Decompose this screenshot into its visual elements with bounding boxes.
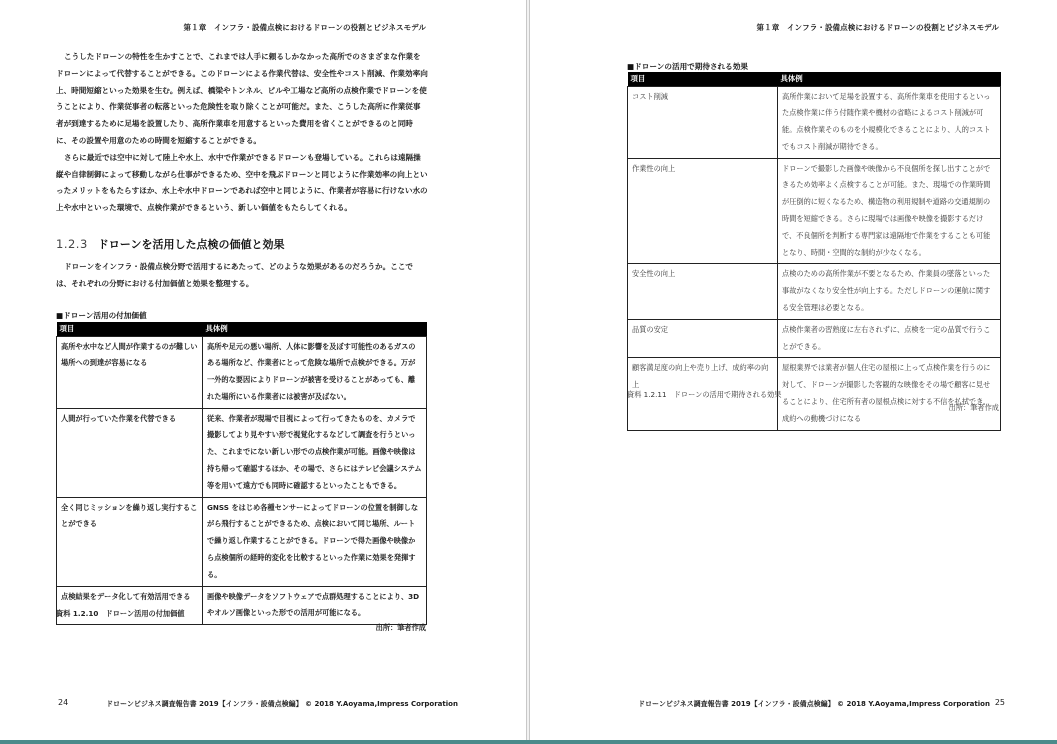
table-cell-item: 安全性の向上 [628, 264, 778, 319]
left-page [0, 0, 527, 744]
table-title: ■ドローン活用の付加価値 [56, 311, 147, 320]
body-paragraphs [56, 49, 428, 217]
page-number: 25 [994, 698, 1005, 707]
column-header: 項目 [628, 72, 778, 86]
table-row [57, 408, 427, 497]
table-cell-example: 画像や映像データをソフトウェアで点群処理することにより、3D やオルソ画像といった形での活用が可能になる。 [203, 586, 427, 625]
table-row [57, 497, 427, 586]
table-cell-example: 従来、作業者が現場で目視によって行ってきたものを、カメラで撮影してより見やすい形で視覚化するなどして調査を行うといった、これまでにない新しい形での点検作業が可能。画像や映像は持ち帰って確認するほか、その場で、さらにはテレビ会議システム等を用いて遠方でも同時に確認するといったこともできる。 [203, 408, 427, 497]
table-cell-example: GNSS をはじめ各種センサーによってドローンの位置を制御しながら飛行することができるため、点検において同じ場所、ルートで繰り返し作業することができる。ドローンで得た画像や映像から点検個所の経時的変化を比較するといった作業に効果を発揮する。 [203, 497, 427, 586]
section-number: 1.2.3 [56, 237, 88, 251]
value-added-table [56, 322, 427, 625]
table-cell-item: 点検結果をデータ化して有効活用できる [57, 586, 203, 625]
table-cell-example: 高所作業において足場を設置する、高所作業車を使用するといった点検作業に伴う付随作業や機材の省略によるコスト削減が可能。点検作業そのものを小規模化できることにより、人的コストでもコスト削減が期待できる。 [778, 86, 1001, 158]
table-row [57, 336, 427, 408]
table-cell-item: 顧客満足度の向上や売り上げ、成約率の向上 [628, 358, 778, 430]
right-page [529, 0, 1057, 744]
page-footer: ドローンビジネス調査報告書 2019【インフラ・設備点検編】 © 2018 Y.Aoyama,Impress Corporation [106, 700, 458, 708]
table-cell-example: 点検のための高所作業が不要となるため、作業員の墜落といった事故がなくなり安全性が向上する。ただしドローンの運航に関する安全管理は必要となる。 [778, 264, 1001, 319]
table-row [628, 158, 1001, 264]
running-header: 第１章 インフラ・設備点検におけるドローンの役割とビジネスモデル [183, 23, 426, 32]
table-cell-item: コスト削減 [628, 86, 778, 158]
table-row [628, 264, 1001, 319]
table-row [628, 319, 1001, 358]
table-cell-example: 屋根業界では業者が個人住宅の屋根に上って点検作業を行うのに対して、ドローンが撮影した客観的な映像をその場で顧客に見せることにより、住宅所有者の屋根点検に対する不信を払拭でき、成約への動機づけになる [778, 358, 1001, 430]
running-header: 第１章 インフラ・設備点検におけるドローンの役割とビジネスモデル [756, 23, 999, 32]
table-cell-item: 品質の安定 [628, 319, 778, 358]
page-number: 24 [58, 698, 69, 707]
table-cell-item: 人間が行っていた作業を代替できる [57, 408, 203, 497]
table-cell-item: 作業性の向上 [628, 158, 778, 264]
column-header: 具体例 [203, 322, 427, 336]
paragraph: さらに最近では空中に対して陸上や水上、水中で作業ができるドローンも登場している。これらは遠隔操縦や自律制御によって移動しながら仕事ができるため、空中を飛ぶドローンと同じように作業効率の向上といったメリットをもたらすほか、水上や水中ドローンであれば空中と同じように、作業者が容易に行けない水の上や水中といった環境で、点検作業ができるという、新しい価値をもたらしてくれる。 [56, 152, 428, 213]
window-bottom-bar [0, 740, 1057, 744]
table-cell-item: 高所や水中など人間が作業するのが難しい場所への到達が容易になる [57, 336, 203, 408]
table-caption: 資料 1.2.11 ドローンの活用で期待される効果 [627, 390, 782, 399]
page-footer: ドローンビジネス調査報告書 2019【インフラ・設備点検編】 © 2018 Y.Aoyama,Impress Corporation [638, 700, 990, 708]
table-cell-example: 高所や足元の悪い場所、人体に影響を及ぼす可能性のあるガスのある場所など、作業者にとって危険な場所で点検ができる。万が一外的な要因によりドローンが被害を受けることがあっても、離れた場所にいる作業者には被害が及ばない。 [203, 336, 427, 408]
paragraph: こうしたドローンの特性を生かすことで、これまでは人手に頼るしかなかった高所でのさまざまな作業をドローンによって代替することができる。このドローンによる作業代替は、安全性やコスト削減、作業効率向上、時間短縮といった効果を生む。例えば、橋梁やトンネル、ビルや工場など高所の点検作業でドローンを使うことにより、作業従事者の転落といった危険性を取り除くことが可能だ。また、こうした高所に作業従事者が到達するために足場を設置したり、高所作業車を用意するといった費用を省くことができるのと同時に、その設置や用意のための時間を短縮することができる。 [56, 52, 428, 145]
table-caption: 資料 1.2.10 ドローン活用の付加価値 [56, 609, 185, 618]
source-note: 出所：筆者作成 [375, 623, 426, 632]
table-row [628, 86, 1001, 158]
section-intro [56, 259, 428, 293]
expected-effects-table [627, 72, 1001, 431]
column-header: 具体例 [778, 72, 1001, 86]
table-header-row [628, 72, 1001, 86]
table-cell-item: 全く同じミッションを繰り返し実行することができる [57, 497, 203, 586]
paragraph: ドローンをインフラ・設備点検分野で活用するにあたって、どのような効果があるのだろうか。ここでは、それぞれの分野における付加価値と効果を整理する。 [56, 262, 414, 288]
section-heading [56, 236, 428, 252]
section-title: ドローンを活用した点検の価値と効果 [97, 238, 285, 251]
table-title: ■ドローンの活用で期待される効果 [627, 62, 748, 71]
column-header: 項目 [57, 322, 203, 336]
table-header-row [57, 322, 427, 336]
source-note: 出所：筆者作成 [948, 403, 999, 412]
table-cell-example: 点検作業者の習熟度に左右されずに、点検を一定の品質で行うことができる。 [778, 319, 1001, 358]
table-cell-example: ドローンで撮影した画像や映像から不良個所を探し出すことができるため効率よく点検することが可能。また、現場での作業時間が圧倒的に短くなるため、構造物の利用規制や道路の交通規制の時間を短縮できる。さらに現場では画像や映像を撮影するだけで、不良個所を判断する専門家は遠隔地で作業をすることも可能となり、時間・空間的な制約が少なくなる。 [778, 158, 1001, 264]
